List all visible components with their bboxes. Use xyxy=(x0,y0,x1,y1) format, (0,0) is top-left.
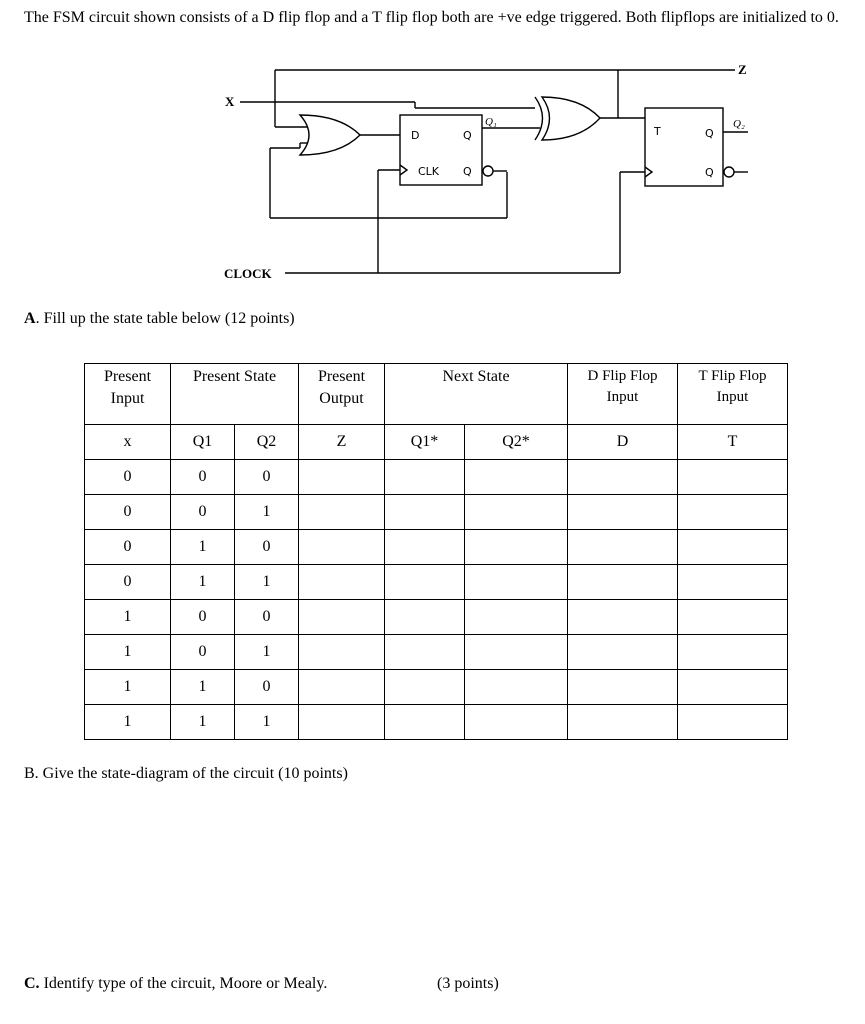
part-c-letter: C. xyxy=(24,975,40,992)
cell-t-blank[interactable] xyxy=(678,495,788,530)
subheader-d: D xyxy=(568,425,678,460)
cell-d-blank[interactable] xyxy=(568,565,678,600)
header-t-ff-input: T Flip Flop Input xyxy=(678,364,788,425)
cell-z-blank[interactable] xyxy=(299,530,385,565)
cell-q2-next-blank[interactable] xyxy=(465,670,568,705)
cell-q1: 1 xyxy=(171,530,235,565)
dff-d-label: D xyxy=(411,129,420,142)
cell-d-blank[interactable] xyxy=(568,530,678,565)
cell-q2-next-blank[interactable] xyxy=(465,530,568,565)
cell-q2-next-blank[interactable] xyxy=(465,600,568,635)
cell-q1-next-blank[interactable] xyxy=(385,600,465,635)
cell-q2: 1 xyxy=(235,705,299,740)
cell-q2: 1 xyxy=(235,495,299,530)
table-row xyxy=(85,705,788,740)
cell-q1-next-blank[interactable] xyxy=(385,495,465,530)
dff-clk-label: CLK xyxy=(418,165,440,178)
cell-t-blank[interactable] xyxy=(678,600,788,635)
cell-x: 1 xyxy=(85,635,171,670)
cell-x: 0 xyxy=(85,565,171,600)
cell-q2: 0 xyxy=(235,460,299,495)
cell-q1-next-blank[interactable] xyxy=(385,460,465,495)
table-row xyxy=(85,460,788,495)
cell-q2-next-blank[interactable] xyxy=(465,635,568,670)
clock-label: CLOCK xyxy=(224,266,272,281)
subheader-q1: Q1 xyxy=(171,425,235,460)
part-b-heading: B. Give the state-diagram of the circuit (10 points) xyxy=(24,765,348,782)
cell-d-blank[interactable] xyxy=(568,495,678,530)
cell-q1-next-blank[interactable] xyxy=(385,565,465,600)
part-a-letter: A xyxy=(24,310,36,327)
q1-label: Q₁ xyxy=(485,116,497,128)
cell-q1-next-blank[interactable] xyxy=(385,670,465,705)
or-gate-1 xyxy=(300,115,360,155)
cell-d-blank[interactable] xyxy=(568,460,678,495)
cell-q2-next-blank[interactable] xyxy=(465,565,568,600)
header-d-ff-input: D Flip Flop Input xyxy=(568,364,678,425)
dff-qbar-label: Q xyxy=(463,165,472,178)
xor-gate xyxy=(535,97,543,140)
part-c-heading xyxy=(24,975,327,993)
cell-q1: 1 xyxy=(171,670,235,705)
cell-q1-next-blank[interactable] xyxy=(385,705,465,740)
subheader-q2: Q2 xyxy=(235,425,299,460)
cell-z-blank[interactable] xyxy=(299,460,385,495)
cell-z-blank[interactable] xyxy=(299,705,385,740)
cell-z-blank[interactable] xyxy=(299,600,385,635)
cell-t-blank[interactable] xyxy=(678,530,788,565)
dff-qbar-bubble xyxy=(483,166,493,176)
tff-q-label: Q xyxy=(705,127,714,140)
cell-x: 1 xyxy=(85,705,171,740)
problem-intro: The FSM circuit shown consists of a D flip flop and a T flip flop both are +ve edge triggered. Both flipflops are initialized to 0. xyxy=(24,9,839,26)
cell-q1: 0 xyxy=(171,600,235,635)
table-row xyxy=(85,635,788,670)
cell-x: 1 xyxy=(85,600,171,635)
subheader-t: T xyxy=(678,425,788,460)
cell-q2: 0 xyxy=(235,600,299,635)
cell-q2-next-blank[interactable] xyxy=(465,705,568,740)
table-row xyxy=(85,670,788,705)
subheader-z: Z xyxy=(299,425,385,460)
cell-z-blank[interactable] xyxy=(299,635,385,670)
cell-d-blank[interactable] xyxy=(568,705,678,740)
cell-d-blank[interactable] xyxy=(568,635,678,670)
table-row xyxy=(85,565,788,600)
header-next-state: Next State xyxy=(385,364,568,425)
cell-q2: 1 xyxy=(235,565,299,600)
cell-t-blank[interactable] xyxy=(678,565,788,600)
tff-t-label: T xyxy=(654,125,661,138)
cell-t-blank[interactable] xyxy=(678,705,788,740)
tff-qbar-label: Q xyxy=(705,166,714,179)
table-row xyxy=(85,600,788,635)
part-a-heading xyxy=(24,310,295,328)
tff-qbar-bubble xyxy=(724,167,734,177)
dff-q-label: Q xyxy=(463,129,472,142)
cell-q2-next-blank[interactable] xyxy=(465,495,568,530)
cell-x: 0 xyxy=(85,460,171,495)
cell-x: 0 xyxy=(85,530,171,565)
subheader-q2-next: Q2* xyxy=(465,425,568,460)
cell-q2: 0 xyxy=(235,530,299,565)
header-present-output: Present Output xyxy=(299,364,385,425)
z-label: Z xyxy=(738,62,747,77)
cell-t-blank[interactable] xyxy=(678,670,788,705)
part-a-text: . Fill up the state table below (12 points) xyxy=(35,310,295,327)
cell-q2: 0 xyxy=(235,670,299,705)
q2-label: Q₂ xyxy=(733,118,745,130)
cell-q1: 0 xyxy=(171,635,235,670)
cell-z-blank[interactable] xyxy=(299,495,385,530)
table-row xyxy=(85,495,788,530)
cell-x: 1 xyxy=(85,670,171,705)
cell-q1: 0 xyxy=(171,460,235,495)
part-c-points: (3 points) xyxy=(437,975,499,992)
cell-q1-next-blank[interactable] xyxy=(385,635,465,670)
subheader-x: x xyxy=(85,425,171,460)
cell-q1: 0 xyxy=(171,495,235,530)
fsm-circuit-diagram xyxy=(0,0,865,290)
cell-q2-next-blank[interactable] xyxy=(465,460,568,495)
state-table xyxy=(84,363,788,740)
header-present-state: Present State xyxy=(171,364,299,425)
cell-q2: 1 xyxy=(235,635,299,670)
cell-x: 0 xyxy=(85,495,171,530)
header-present-input: Present Input xyxy=(85,364,171,425)
cell-t-blank[interactable] xyxy=(678,460,788,495)
cell-z-blank[interactable] xyxy=(299,565,385,600)
part-c-text: Identify type of the circuit, Moore or Mealy. xyxy=(39,975,328,992)
cell-d-blank[interactable] xyxy=(568,600,678,635)
cell-t-blank[interactable] xyxy=(678,635,788,670)
cell-q1: 1 xyxy=(171,705,235,740)
table-row xyxy=(85,530,788,565)
subheader-q1-next: Q1* xyxy=(385,425,465,460)
cell-d-blank[interactable] xyxy=(568,670,678,705)
cell-q1-next-blank[interactable] xyxy=(385,530,465,565)
x-label: X xyxy=(225,94,235,109)
cell-z-blank[interactable] xyxy=(299,670,385,705)
cell-q1: 1 xyxy=(171,565,235,600)
subheader-row xyxy=(85,425,788,460)
